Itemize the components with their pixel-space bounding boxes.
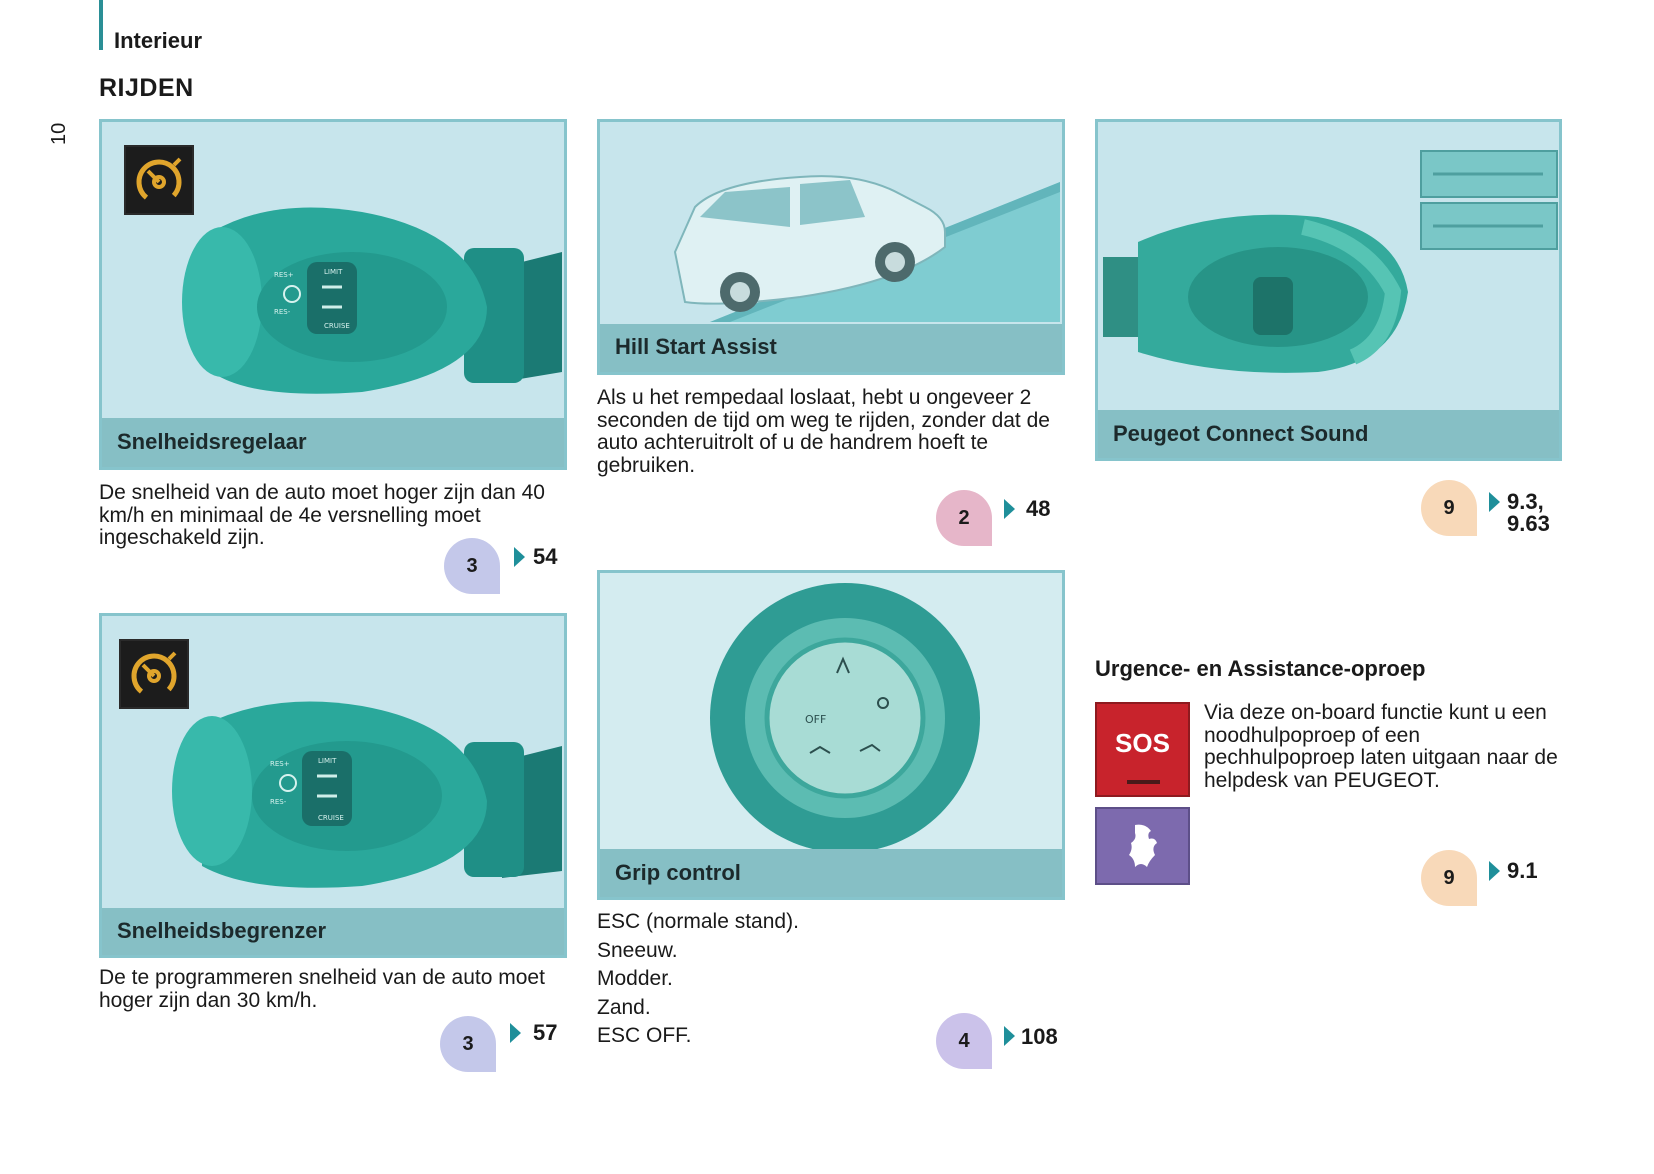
cruise-control-panel bbox=[99, 119, 567, 470]
grip-modes-list bbox=[597, 908, 927, 1051]
cruise-description: De snelheid van de auto moet hoger zijn dan 40 km/h en minimaal de 4e versnelling moet ingeschakeld zijn. bbox=[99, 481, 545, 549]
grip-title: Grip control bbox=[615, 860, 741, 885]
peugeot-assistance-button[interactable] bbox=[1095, 807, 1190, 885]
grip-ref-page[interactable]: 108 bbox=[1021, 1024, 1058, 1049]
stalk-label-res-plus: RES+ bbox=[270, 760, 290, 768]
sound-ref-arrow bbox=[1489, 492, 1500, 512]
section-bar bbox=[99, 0, 103, 50]
hill-chapter-number: 2 bbox=[958, 506, 970, 529]
cruise-title: Snelheidsregelaar bbox=[117, 429, 307, 454]
grip-title-bar bbox=[600, 849, 1062, 897]
limiter-chapter-badge[interactable] bbox=[440, 1016, 496, 1072]
grip-chapter-badge[interactable] bbox=[936, 1013, 992, 1069]
stalk-label-res-minus: RES- bbox=[274, 308, 291, 316]
hill-title: Hill Start Assist bbox=[615, 334, 777, 359]
page-title: RIJDEN bbox=[99, 74, 194, 102]
urgence-chapter-number: 9 bbox=[1443, 866, 1455, 889]
sound-title: Peugeot Connect Sound bbox=[1113, 421, 1369, 446]
grip-control-panel bbox=[597, 570, 1065, 900]
stalk-label-res-minus: RES- bbox=[270, 798, 287, 806]
grip-chapter-number: 4 bbox=[958, 1029, 970, 1052]
section-label: Interieur bbox=[114, 28, 203, 53]
limiter-chapter-number: 3 bbox=[462, 1032, 474, 1055]
urgence-description: Via deze on-board functie kunt u een noodhulpoproep of een pechhulpoproep laten uitgaan naar de helpdesk van PEUGEOT. bbox=[1204, 701, 1558, 792]
peugeot-lion-icon bbox=[1121, 821, 1165, 871]
hill-ref-arrow bbox=[1004, 499, 1015, 519]
stalk-label-res-plus: RES+ bbox=[274, 271, 294, 279]
grip-mode-mud: Modder. bbox=[597, 967, 673, 990]
cruise-ref-page[interactable]: 54 bbox=[533, 544, 558, 569]
hill-chapter-badge[interactable] bbox=[936, 490, 992, 546]
grip-mode-esc-off: ESC OFF. bbox=[597, 1024, 692, 1047]
cruise-stalk-illustration bbox=[102, 122, 564, 412]
grip-mode-snow: Sneeuw. bbox=[597, 938, 678, 962]
sound-title-bar bbox=[1098, 410, 1559, 458]
hill-description: Als u het rempedaal loslaat, hebt u ongeveer 2 seconden de tijd om weg te rijden, zonder dat de auto achteruitrolt of u de handrem hoeft te gebruiken. bbox=[597, 386, 1050, 477]
stalk-label-cruise: CRUISE bbox=[324, 322, 350, 330]
limiter-ref-arrow bbox=[510, 1023, 521, 1043]
limiter-title: Snelheidsbegrenzer bbox=[117, 918, 327, 943]
urgence-heading: Urgence- en Assistance-oproep bbox=[1095, 656, 1426, 681]
cruise-chapter-number: 3 bbox=[466, 554, 478, 577]
urgence-chapter-badge[interactable] bbox=[1421, 850, 1477, 906]
cruise-ref-arrow bbox=[514, 547, 525, 567]
stalk-label-limit: LIMIT bbox=[324, 268, 343, 276]
grip-mode-esc: ESC (normale stand). bbox=[597, 910, 799, 933]
cruise-title-bar bbox=[102, 418, 564, 467]
urgence-ref-arrow bbox=[1489, 861, 1500, 881]
sound-chapter-number: 9 bbox=[1443, 496, 1455, 519]
page-number bbox=[48, 123, 71, 145]
hill-title-bar bbox=[600, 324, 1062, 372]
radio-stalk-illustration bbox=[1098, 122, 1559, 412]
speed-limiter-panel bbox=[99, 613, 567, 958]
sos-indicator bbox=[1127, 780, 1160, 784]
hill-car-illustration bbox=[600, 122, 1062, 322]
hill-start-panel bbox=[597, 119, 1065, 375]
dial-off-label: OFF bbox=[805, 713, 827, 726]
grip-mode-sand: Zand. bbox=[597, 995, 651, 1019]
sos-label: SOS bbox=[1115, 728, 1170, 758]
sound-chapter-badge[interactable] bbox=[1421, 480, 1477, 536]
page-number-text: 10 bbox=[48, 122, 70, 145]
grip-dial-illustration bbox=[600, 573, 1062, 853]
limiter-title-bar bbox=[102, 908, 564, 955]
sos-button[interactable] bbox=[1095, 702, 1190, 797]
limiter-stalk-illustration bbox=[102, 616, 564, 906]
stalk-label-cruise: CRUISE bbox=[318, 814, 344, 822]
stalk-label-limit: LIMIT bbox=[318, 757, 337, 765]
cruise-chapter-badge[interactable] bbox=[444, 538, 500, 594]
limiter-ref-page[interactable]: 57 bbox=[533, 1020, 558, 1045]
sound-ref-page-1[interactable]: 9.3, bbox=[1507, 489, 1544, 514]
connect-sound-panel bbox=[1095, 119, 1562, 461]
urgence-ref-page[interactable]: 9.1 bbox=[1507, 858, 1538, 883]
hill-ref-page[interactable]: 48 bbox=[1026, 496, 1051, 521]
grip-ref-arrow bbox=[1004, 1026, 1015, 1046]
limiter-description: De te programmeren snelheid van de auto moet hoger zijn dan 30 km/h. bbox=[99, 966, 545, 1012]
sound-ref-page-2[interactable]: 9.63 bbox=[1507, 511, 1550, 536]
